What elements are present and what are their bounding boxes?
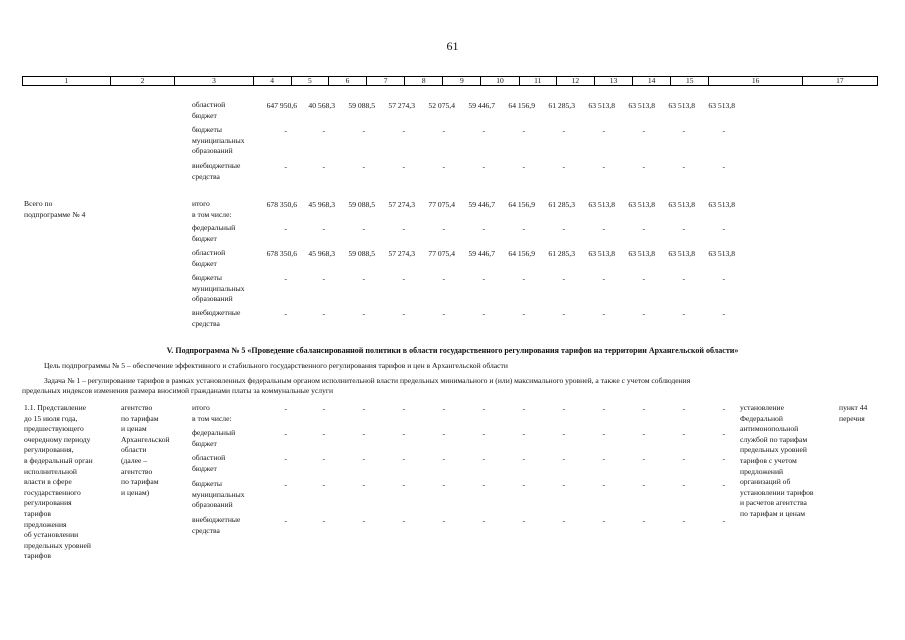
- cell-value: -: [562, 480, 565, 489]
- row-label: внебюджетные средства: [192, 308, 241, 328]
- cell-value: 63 513,8: [668, 200, 695, 209]
- cell-value: -: [322, 404, 325, 413]
- header-col-10: 10: [481, 77, 519, 85]
- cell-value: 64 156,9: [508, 249, 535, 258]
- cell-value: -: [722, 480, 725, 489]
- cell-value: -: [642, 516, 645, 525]
- cell-value: 59 446,7: [468, 200, 495, 209]
- cell-value: -: [402, 224, 405, 233]
- cell-value: -: [402, 516, 405, 525]
- cell-value: 77 075,4: [428, 249, 455, 258]
- row-label: внебюджетные средства: [192, 515, 241, 535]
- subprogram-total-title: Всего по подпрограмме № 4: [24, 199, 86, 219]
- cell-value: 57 274,3: [388, 200, 415, 209]
- cell-value: -: [442, 429, 445, 438]
- cell-value: -: [682, 480, 685, 489]
- cell-value: -: [522, 274, 525, 283]
- row-label: итого в том числе:: [192, 403, 232, 423]
- cell-value: -: [642, 224, 645, 233]
- cell-value: -: [682, 454, 685, 463]
- cell-value: -: [322, 454, 325, 463]
- cell-value: -: [442, 274, 445, 283]
- cell-value: -: [642, 454, 645, 463]
- cell-value: 77 075,4: [428, 200, 455, 209]
- cell-value: -: [602, 404, 605, 413]
- cell-value: -: [722, 429, 725, 438]
- header-col-8: 8: [405, 77, 443, 85]
- cell-value: -: [362, 454, 365, 463]
- cell-value: -: [402, 162, 405, 171]
- cell-value: -: [602, 274, 605, 283]
- cell-value: 63 513,8: [708, 249, 735, 258]
- expected-result: установление Федеральной антимонопольной службой по тарифам предельных уровней тарифов с учетом предложений организаций об установлении тарифов и расчетов агентства по тарифам и ценам: [740, 403, 814, 518]
- cell-value: -: [562, 516, 565, 525]
- cell-value: -: [482, 309, 485, 318]
- row-label: бюджеты муниципальных образований: [192, 125, 245, 156]
- header-col-14: 14: [633, 77, 671, 85]
- row-label: областной бюджет: [192, 248, 226, 268]
- cell-value: 63 513,8: [668, 249, 695, 258]
- cell-value: 61 285,3: [548, 101, 575, 110]
- cell-value: -: [602, 454, 605, 463]
- cell-value: -: [522, 516, 525, 525]
- header-col-9: 9: [443, 77, 481, 85]
- cell-value: 63 513,8: [708, 101, 735, 110]
- goal-text: Цель подпрограммы № 5 – обеспечение эффективного и стабильного государственного регулирования тарифов и цен в Архангельской области: [44, 361, 508, 370]
- cell-value: 59 446,7: [468, 101, 495, 110]
- cell-value: -: [442, 480, 445, 489]
- cell-value: -: [362, 480, 365, 489]
- cell-value: -: [284, 162, 287, 171]
- cell-value: -: [722, 126, 725, 135]
- cell-value: -: [642, 429, 645, 438]
- cell-value: -: [642, 480, 645, 489]
- cell-value: -: [482, 429, 485, 438]
- cell-value: -: [602, 480, 605, 489]
- row-label: внебюджетные средства: [192, 161, 241, 181]
- cell-value: -: [442, 516, 445, 525]
- task-line-1: Задача № 1 – регулирование тарифов в рамках установленных федеральным органом исполнительной власти предельных минимального и (или) максимального уровней, а также с учетом соблюдения: [44, 376, 691, 385]
- cell-value: -: [482, 126, 485, 135]
- cell-value: -: [562, 404, 565, 413]
- cell-value: -: [722, 224, 725, 233]
- header-col-12: 12: [557, 77, 595, 85]
- cell-value: -: [362, 224, 365, 233]
- cell-value: -: [642, 274, 645, 283]
- cell-value: -: [442, 224, 445, 233]
- row-label: областной бюджет: [192, 100, 226, 120]
- cell-value: 63 513,8: [668, 101, 695, 110]
- cell-value: 59 088,5: [348, 200, 375, 209]
- cell-value: -: [322, 429, 325, 438]
- cell-value: -: [602, 162, 605, 171]
- cell-value: -: [402, 309, 405, 318]
- cell-value: -: [284, 516, 287, 525]
- cell-value: -: [362, 429, 365, 438]
- task-line-2: предельных индексов изменения размера вносимой гражданами платы за коммунальные услуги: [22, 386, 334, 395]
- cell-value: 678 350,6: [266, 249, 297, 258]
- header-col-13: 13: [595, 77, 633, 85]
- cell-value: -: [284, 429, 287, 438]
- cell-value: -: [322, 480, 325, 489]
- header-col-11: 11: [520, 77, 557, 85]
- cell-value: -: [442, 162, 445, 171]
- cell-value: -: [722, 274, 725, 283]
- section-title: V. Подпрограмма № 5 «Проведение сбалансированной политики в области государственного регулирования тарифов на территории Архангельской области»: [166, 346, 739, 355]
- header-col-17: 17: [836, 76, 844, 85]
- header-col-6: 6: [329, 77, 367, 85]
- cell-value: -: [284, 480, 287, 489]
- cell-value: -: [362, 274, 365, 283]
- table-header-row: [22, 76, 878, 86]
- cell-value: -: [562, 162, 565, 171]
- cell-value: -: [562, 126, 565, 135]
- cell-value: -: [402, 429, 405, 438]
- cell-value: -: [402, 454, 405, 463]
- cell-value: 647 950,6: [266, 101, 297, 110]
- cell-value: -: [722, 404, 725, 413]
- cell-value: -: [402, 404, 405, 413]
- cell-value: -: [522, 454, 525, 463]
- cell-value: -: [362, 404, 365, 413]
- cell-value: -: [284, 224, 287, 233]
- cell-value: -: [482, 404, 485, 413]
- cell-value: -: [362, 126, 365, 135]
- cell-value: -: [442, 404, 445, 413]
- cell-value: -: [722, 516, 725, 525]
- cell-value: -: [642, 162, 645, 171]
- cell-value: -: [682, 309, 685, 318]
- cell-value: -: [682, 126, 685, 135]
- page-number: 61: [446, 39, 459, 53]
- cell-value: -: [322, 274, 325, 283]
- cell-value: -: [722, 309, 725, 318]
- cell-value: -: [562, 429, 565, 438]
- cell-value: -: [362, 516, 365, 525]
- cell-value: -: [602, 224, 605, 233]
- cell-value: 63 513,8: [628, 200, 655, 209]
- cell-value: 63 513,8: [588, 101, 615, 110]
- cell-value: 57 274,3: [388, 101, 415, 110]
- header-col-15: 15: [671, 77, 709, 85]
- reference-item: пункт 44 перечня: [839, 403, 868, 423]
- cell-value: 57 274,3: [388, 249, 415, 258]
- cell-value: 59 088,5: [348, 101, 375, 110]
- cell-value: 64 156,9: [508, 101, 535, 110]
- cell-value: -: [284, 126, 287, 135]
- header-col-3: 3: [175, 77, 253, 85]
- cell-value: 61 285,3: [548, 200, 575, 209]
- cell-value: -: [682, 516, 685, 525]
- header-col-16: 16: [709, 77, 802, 85]
- cell-value: -: [522, 404, 525, 413]
- cell-value: -: [682, 224, 685, 233]
- cell-value: -: [322, 516, 325, 525]
- cell-value: -: [722, 454, 725, 463]
- cell-value: -: [562, 274, 565, 283]
- row-label: бюджеты муниципальных образований: [192, 479, 245, 510]
- cell-value: -: [562, 454, 565, 463]
- cell-value: -: [682, 404, 685, 413]
- cell-value: 45 968,3: [308, 249, 335, 258]
- cell-value: -: [362, 162, 365, 171]
- row-label: бюджеты муниципальных образований: [192, 273, 245, 304]
- cell-value: -: [562, 224, 565, 233]
- responsible-executor: агентство по тарифам и ценам Архангельской области (далее – агентство по тарифам и ценам): [121, 403, 170, 497]
- cell-value: 63 513,8: [628, 249, 655, 258]
- cell-value: -: [322, 309, 325, 318]
- cell-value: 40 568,3: [308, 101, 335, 110]
- cell-value: 63 513,8: [708, 200, 735, 209]
- cell-value: -: [482, 274, 485, 283]
- cell-value: -: [522, 162, 525, 171]
- cell-value: -: [522, 126, 525, 135]
- cell-value: -: [322, 126, 325, 135]
- cell-value: -: [602, 126, 605, 135]
- cell-value: -: [642, 126, 645, 135]
- cell-value: 45 968,3: [308, 200, 335, 209]
- cell-value: -: [402, 480, 405, 489]
- cell-value: -: [482, 480, 485, 489]
- cell-value: 52 075,4: [428, 101, 455, 110]
- header-col-5: 5: [292, 77, 329, 85]
- cell-value: -: [642, 404, 645, 413]
- cell-value: -: [442, 454, 445, 463]
- cell-value: 63 513,8: [628, 101, 655, 110]
- row-label: федеральный бюджет: [192, 223, 236, 243]
- cell-value: -: [682, 162, 685, 171]
- cell-value: -: [482, 224, 485, 233]
- cell-value: -: [522, 429, 525, 438]
- header-col-2: 2: [111, 77, 176, 85]
- row-label: областной бюджет: [192, 453, 226, 473]
- cell-value: 678 350,6: [266, 200, 297, 209]
- cell-value: -: [522, 224, 525, 233]
- cell-value: -: [284, 404, 287, 413]
- cell-value: -: [362, 309, 365, 318]
- cell-value: -: [682, 429, 685, 438]
- cell-value: -: [402, 126, 405, 135]
- cell-value: -: [482, 162, 485, 171]
- cell-value: -: [442, 126, 445, 135]
- cell-value: -: [322, 162, 325, 171]
- cell-value: -: [482, 454, 485, 463]
- cell-value: -: [284, 309, 287, 318]
- cell-value: 59 088,5: [348, 249, 375, 258]
- cell-value: -: [482, 516, 485, 525]
- cell-value: 63 513,8: [588, 249, 615, 258]
- cell-value: -: [682, 274, 685, 283]
- header-col-7: 7: [367, 77, 405, 85]
- cell-value: 59 446,7: [468, 249, 495, 258]
- cell-value: -: [562, 309, 565, 318]
- cell-value: -: [402, 274, 405, 283]
- header-col-4: 4: [254, 77, 292, 85]
- cell-value: -: [642, 309, 645, 318]
- row-label: итого в том числе:: [192, 199, 232, 219]
- row-label: федеральный бюджет: [192, 428, 236, 448]
- cell-value: -: [284, 274, 287, 283]
- cell-value: -: [722, 162, 725, 171]
- cell-value: 61 285,3: [548, 249, 575, 258]
- cell-value: -: [602, 429, 605, 438]
- cell-value: -: [442, 309, 445, 318]
- cell-value: -: [284, 454, 287, 463]
- cell-value: -: [522, 309, 525, 318]
- cell-value: -: [522, 480, 525, 489]
- cell-value: -: [322, 224, 325, 233]
- activity-description: 1.1. Представление до 15 июля года, предшествующего очередному периоду регулирования, в федеральный орган исполнительной власти в сфере государственного регулирования тарифов предложения об установлении предельных уровней тарифов: [24, 403, 93, 561]
- cell-value: 64 156,9: [508, 200, 535, 209]
- header-col-1: 1: [23, 77, 111, 85]
- cell-value: -: [602, 516, 605, 525]
- cell-value: -: [602, 309, 605, 318]
- cell-value: 63 513,8: [588, 200, 615, 209]
